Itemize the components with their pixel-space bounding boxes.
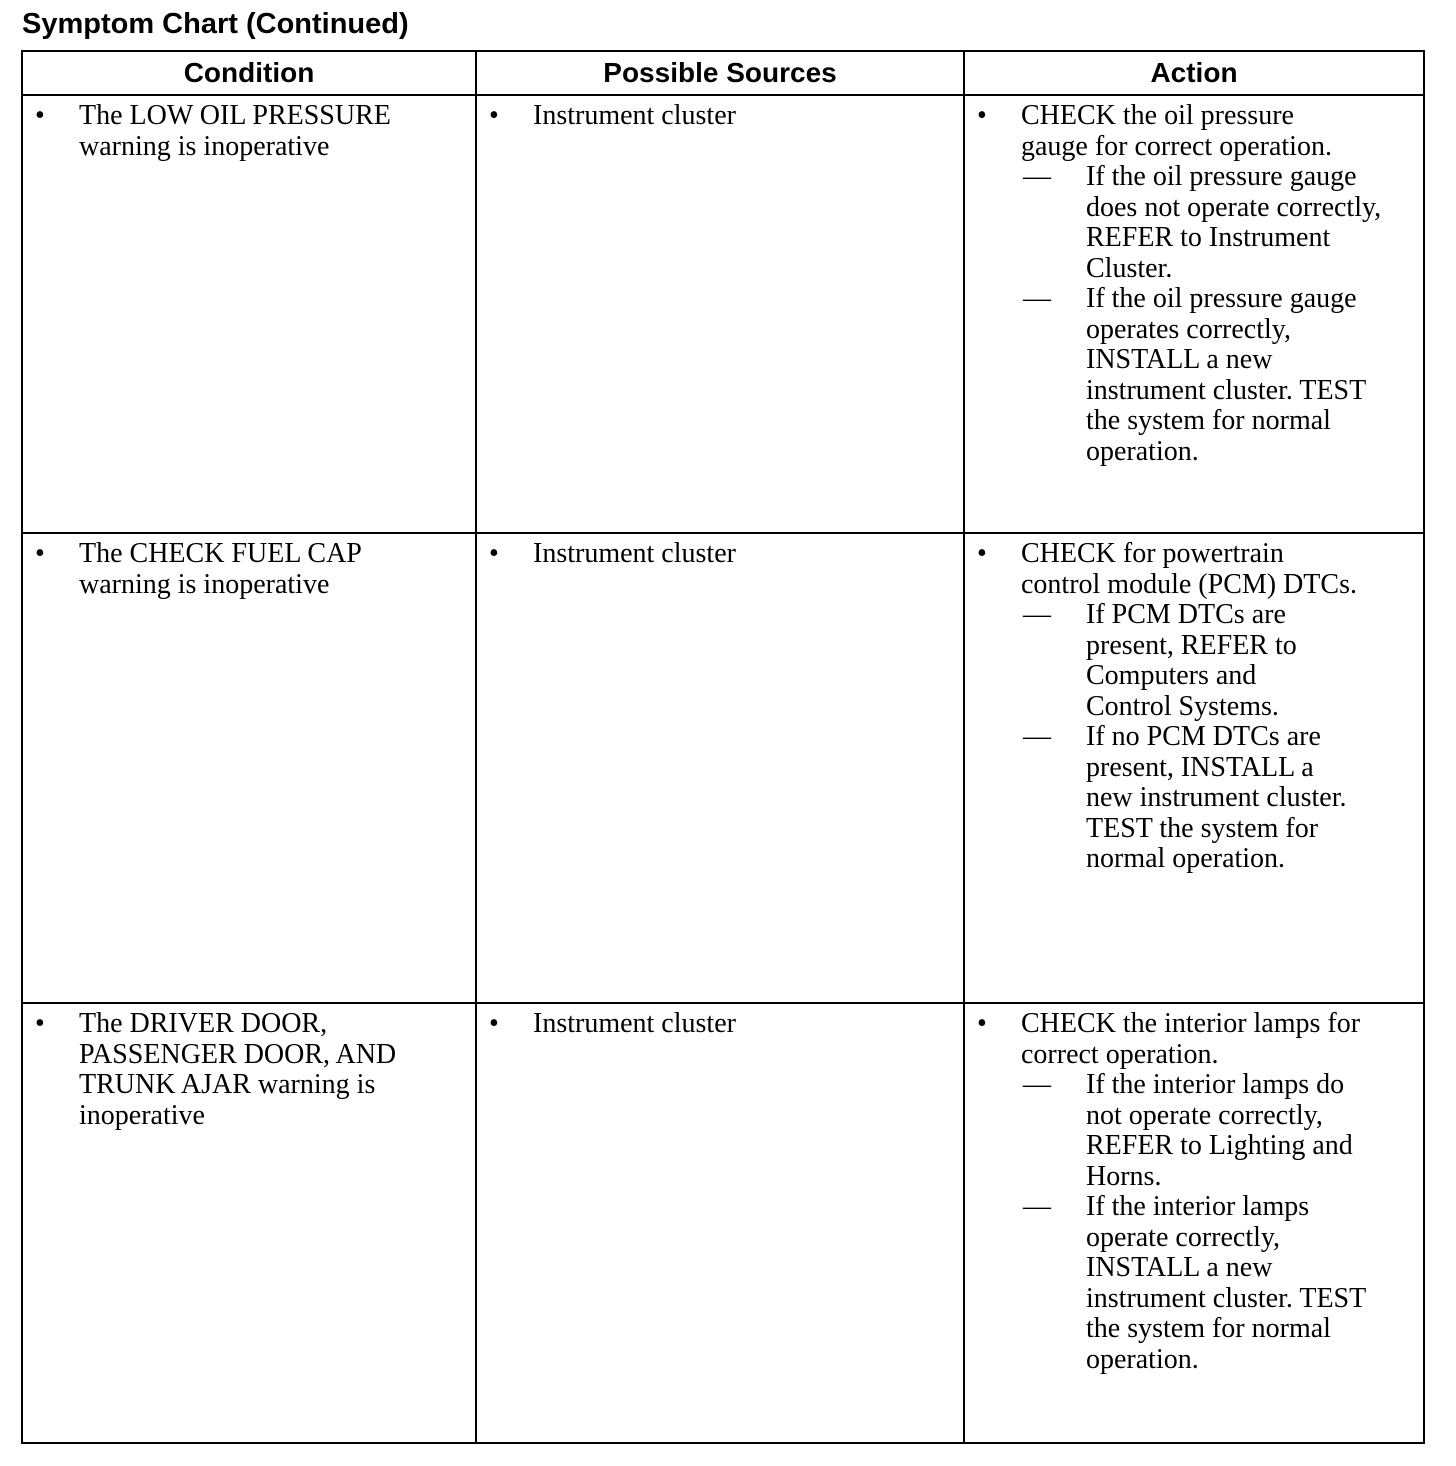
condition-item	[23, 1009, 475, 1131]
action-cell	[964, 95, 1424, 533]
bullet-icon: •	[977, 100, 987, 131]
action-sub-line: If PCM DTCs are	[1086, 599, 1286, 630]
action-sub-line: not operate correctly,	[1086, 1099, 1323, 1131]
action-line: CHECK the interior lamps for	[1021, 1008, 1361, 1039]
action-sub-line: TEST the system for	[1086, 812, 1319, 844]
condition-line: The DRIVER DOOR,	[79, 1008, 328, 1039]
condition-line: The LOW OIL PRESSURE	[79, 100, 391, 131]
source-item	[477, 539, 963, 570]
table-row	[22, 1003, 1424, 1443]
condition-line: inoperative	[79, 1099, 205, 1131]
column-header-action: Action	[964, 51, 1424, 95]
bullet-icon: •	[35, 1008, 45, 1039]
action-line: CHECK for powertrain	[1021, 538, 1284, 569]
action-sub-item	[965, 600, 1423, 722]
dash-icon: —	[1023, 721, 1051, 752]
condition-line: PASSENGER DOOR, AND	[79, 1038, 397, 1070]
action-sub-item	[965, 722, 1423, 875]
source-text: Instrument cluster	[533, 1008, 736, 1039]
action-cell	[964, 533, 1424, 1003]
bullet-icon: •	[489, 100, 499, 131]
condition-line: TRUNK AJAR warning is	[79, 1069, 376, 1100]
action-line: gauge for correct operation.	[1021, 130, 1332, 162]
source-cell	[476, 1003, 964, 1443]
source-text: Instrument cluster	[533, 100, 736, 131]
action-sub-line: operates correctly,	[1086, 313, 1291, 345]
action-sub-line: If the interior lamps do	[1086, 1069, 1345, 1100]
page-title: Symptom Chart (Continued)	[22, 8, 409, 40]
header-row	[22, 51, 1424, 95]
action-line: CHECK the oil pressure	[1021, 100, 1294, 131]
action-sub-line: operation.	[1086, 435, 1199, 467]
action-sub-item	[965, 162, 1423, 284]
action-cell	[964, 1003, 1424, 1443]
action-line: control module (PCM) DTCs.	[1021, 568, 1357, 600]
condition-cell	[22, 533, 476, 1003]
source-cell	[476, 95, 964, 533]
bullet-icon: •	[977, 538, 987, 569]
action-sub-line: present, INSTALL a	[1086, 751, 1314, 783]
source-item	[477, 1009, 963, 1040]
action-sub-line: Control Systems.	[1086, 690, 1279, 722]
dash-icon: —	[1023, 599, 1051, 630]
dash-icon: —	[1023, 283, 1051, 314]
action-sub-line: If no PCM DTCs are	[1086, 721, 1321, 752]
action-sub-line: If the interior lamps	[1086, 1191, 1310, 1222]
bullet-icon: •	[35, 538, 45, 569]
action-sub-line: INSTALL a new	[1086, 344, 1273, 375]
action-sub-line: REFER to Instrument	[1086, 222, 1331, 253]
action-sub-line: Horns.	[1086, 1160, 1162, 1192]
condition-item	[23, 101, 475, 162]
condition-line: warning is inoperative	[79, 568, 330, 600]
action-sub-line: present, REFER to	[1086, 629, 1297, 661]
condition-cell	[22, 95, 476, 533]
bullet-icon: •	[489, 1008, 499, 1039]
bullet-icon: •	[35, 100, 45, 131]
bullet-icon: •	[489, 538, 499, 569]
action-sub-line: If the oil pressure gauge	[1086, 161, 1357, 192]
action-sub-line: does not operate correctly,	[1086, 191, 1382, 223]
action-sub-line: instrument cluster. TEST	[1086, 1282, 1367, 1314]
action-sub-line: Cluster.	[1086, 252, 1173, 284]
source-text: Instrument cluster	[533, 538, 736, 569]
condition-cell	[22, 1003, 476, 1443]
action-sub-line: INSTALL a new	[1086, 1252, 1273, 1283]
action-main-item	[965, 539, 1423, 600]
action-sub-item	[965, 1070, 1423, 1192]
column-header-condition: Condition	[22, 51, 476, 95]
condition-line: The CHECK FUEL CAP	[79, 538, 362, 569]
action-sub-item	[965, 284, 1423, 467]
symptom-chart-table	[21, 50, 1425, 1444]
action-sub-line: new instrument cluster.	[1086, 782, 1347, 813]
dash-icon: —	[1023, 161, 1051, 192]
action-line: correct operation.	[1021, 1038, 1219, 1070]
action-sub-line: the system for normal	[1086, 405, 1331, 436]
bullet-icon: •	[977, 1008, 987, 1039]
action-sub-line: operation.	[1086, 1343, 1199, 1375]
condition-line: warning is inoperative	[79, 130, 330, 162]
action-sub-item	[965, 1192, 1423, 1375]
table-row	[22, 533, 1424, 1003]
action-sub-line: If the oil pressure gauge	[1086, 283, 1357, 314]
source-item	[477, 101, 963, 132]
action-sub-line: REFER to Lighting and	[1086, 1130, 1353, 1161]
source-cell	[476, 533, 964, 1003]
condition-item	[23, 539, 475, 600]
action-sub-line: instrument cluster. TEST	[1086, 374, 1367, 406]
dash-icon: —	[1023, 1069, 1051, 1100]
dash-icon: —	[1023, 1191, 1051, 1222]
action-sub-line: normal operation.	[1086, 843, 1286, 874]
action-sub-line: the system for normal	[1086, 1313, 1331, 1344]
action-sub-line: Computers and	[1086, 660, 1257, 691]
action-main-item	[965, 101, 1423, 162]
column-header-possible-sources: Possible Sources	[476, 51, 964, 95]
table-row	[22, 95, 1424, 533]
action-main-item	[965, 1009, 1423, 1070]
action-sub-line: operate correctly,	[1086, 1221, 1281, 1253]
